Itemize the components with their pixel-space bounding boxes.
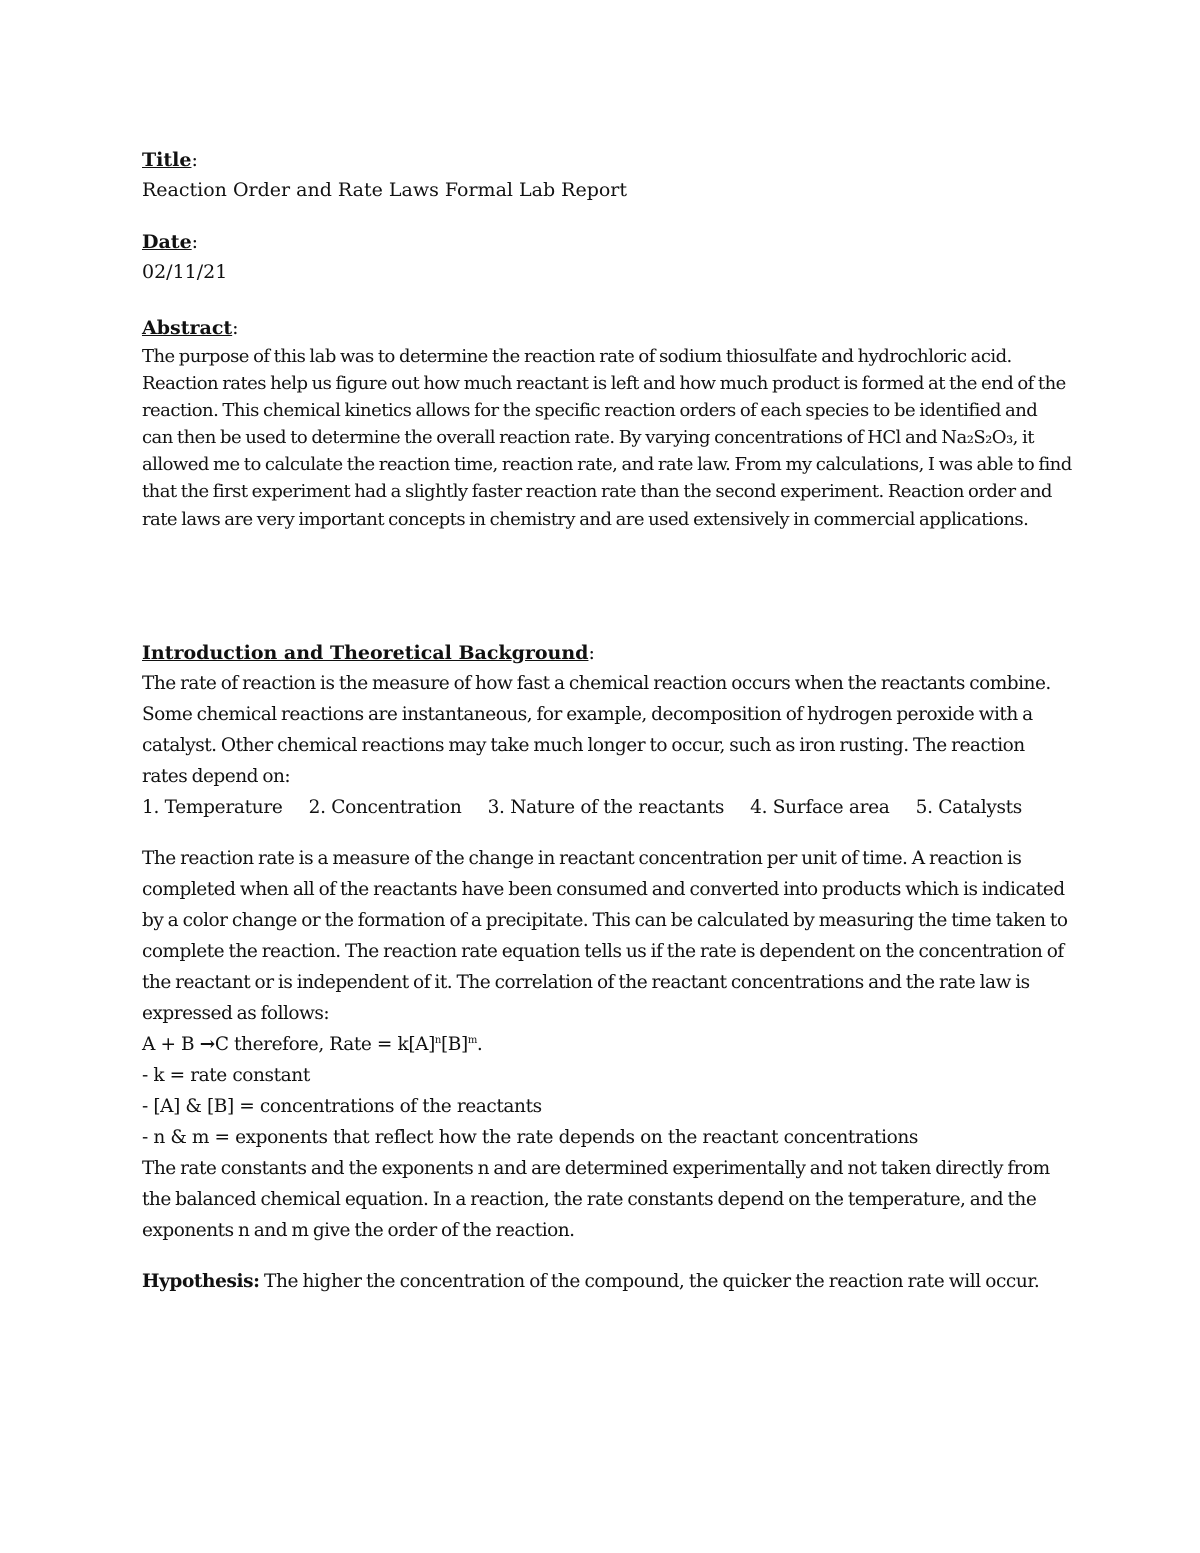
abstract-section [142,313,1072,533]
factor-item: 2. Concentration [308,797,462,818]
hypothesis-body: The higher the concentration of the compound, the quicker the reaction rate will occur. [259,1271,1040,1292]
introduction-continued [142,843,1072,1246]
abstract-label: Abstract [142,317,233,339]
factor-item: 5. Catalysts [915,797,1022,818]
title-section [142,145,1072,205]
title-value: Reaction Order and Rate Laws Formal Lab Report [142,179,628,201]
arrow-right-icon: → [199,1034,215,1055]
date-heading: Date: [142,231,199,253]
date-value: 02/11/21 [142,261,228,283]
date-label: Date [142,231,192,253]
introduction-section [142,638,1072,823]
abstract-heading: Abstract: [142,317,239,339]
introduction-paragraph-3: The rate constants and the exponents n and are determined experimentally and not taken directly from the balanced chemical equation. In a reaction, the rate constants depend on the temperature, and the exponents n and m give the order of the reaction. [142,1158,1050,1241]
introduction-heading: Introduction and Theoretical Background: [142,642,595,664]
factor-item: 1. Temperature [142,797,283,818]
definition-item: - [A] & [B] = concentrations of the reactants [142,1096,542,1117]
rate-factors-list [142,792,1022,823]
rate-law-equation: A + B →C therefore, Rate = $k[A]^n[B]^m$. [142,1034,483,1055]
hypothesis-section [142,1268,1072,1295]
rate-law-lines [142,1029,1072,1153]
definition-item: - k = rate constant [142,1065,310,1086]
factor-item: 4. Surface area [750,797,890,818]
definition-item: - n & m = exponents that reflect how the rate depends on the reactant concentrations [142,1127,918,1148]
introduction-label: Introduction and Theoretical Background [142,642,589,664]
factor-item: 3. Nature of the reactants [487,797,725,818]
title-heading: Title: [142,149,198,171]
abstract-body: The purpose of this lab was to determine the reaction rate of sodium thiosulfate and hydrochloric acid. Reaction rates help us figure out how much reactant is left and how much product is formed at the end of the reaction. This chemical kinetics allows for the specific reaction orders of each species to be identified and can then be used to determine the overall reaction rate. By varying concentrations of HCl and Na₂S₂O₃, it allowed me to calculate the reaction time, reaction rate, and rate law. From my calculations, I was able to find that the first experiment had a slightly faster reaction rate than the second experiment. Reaction order and rate laws are very important concepts in chemistry and are used extensively in commercial applications. [142,346,1072,530]
date-section [142,227,1072,287]
title-label: Title [142,149,192,171]
introduction-paragraph-2: The reaction rate is a measure of the change in reactant concentration per unit of time. A reaction is completed when all of the reactants have been consumed and converted into products which is indicated by a color change or the formation of a precipitate. This can be calculated by measuring the time taken to complete the reaction. The reaction rate equation tells us if the rate is dependent on the concentration of the reactant or is independent of it. The correlation of the reactant concentrations and the rate law is expressed as follows: [142,848,1068,1024]
hypothesis-label: Hypothesis: [142,1271,260,1292]
introduction-paragraph-1: The rate of reaction is the measure of how fast a chemical reaction occurs when the reactants combine. Some chemical reactions are instantaneous, for example, decomposition of hydrogen peroxide with a catalyst. Other chemical reactions may take much longer to occur, such as iron rusting. The reaction rates depend on: [142,673,1051,787]
